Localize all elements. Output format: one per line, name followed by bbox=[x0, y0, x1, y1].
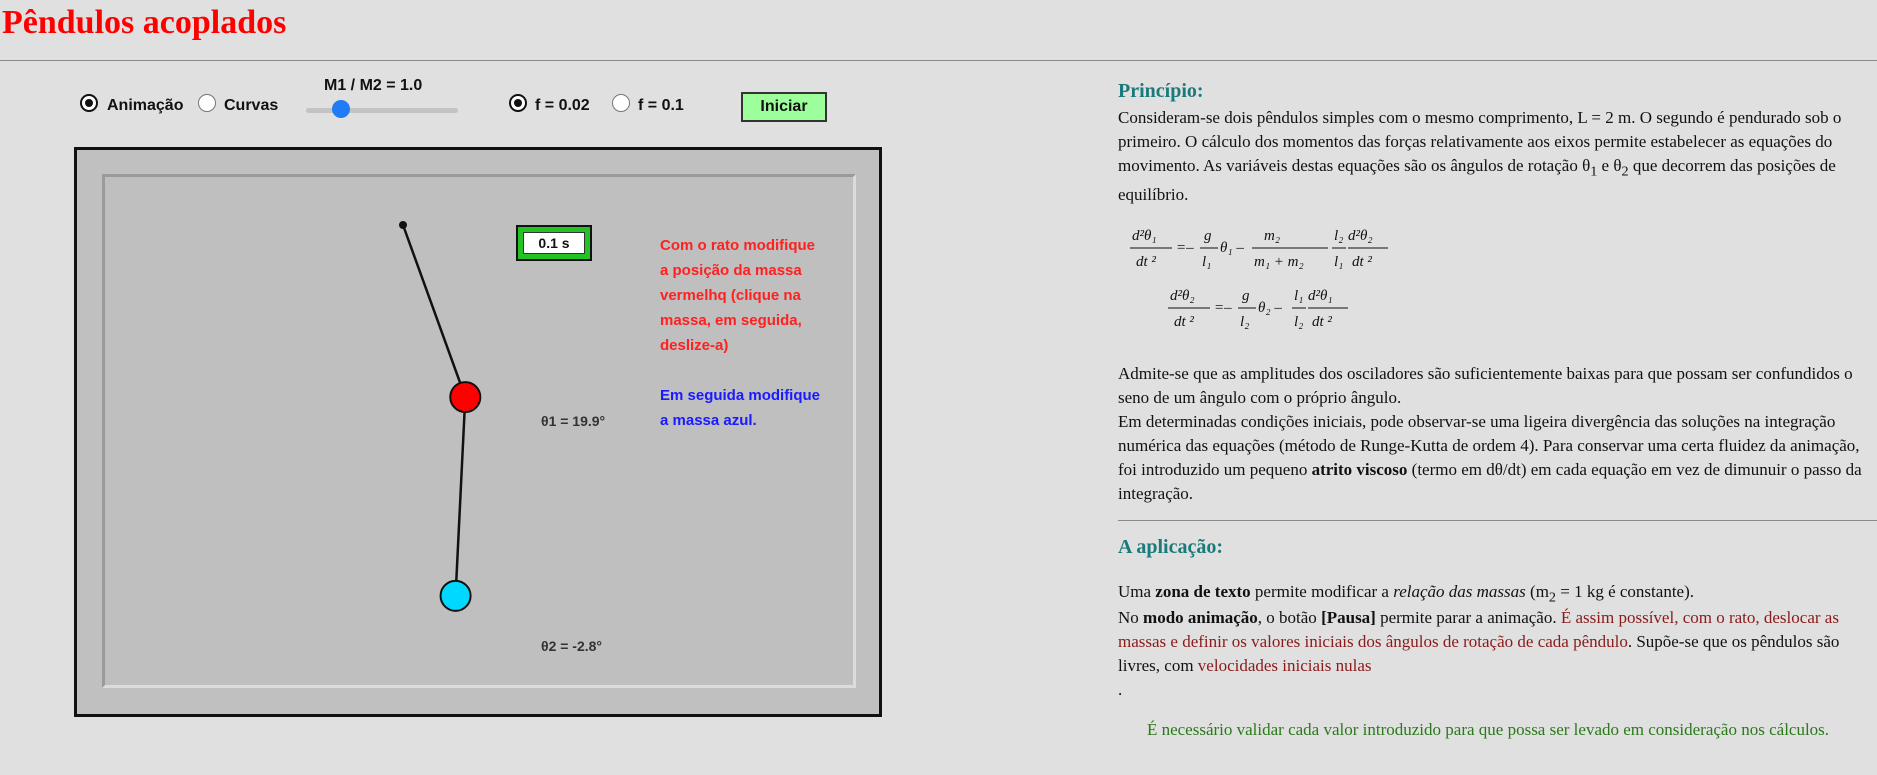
hint-blue-line: Em seguida modifique bbox=[660, 387, 821, 404]
svg-text:l₂: l₂ bbox=[1240, 314, 1250, 330]
hint-blue-line: a massa azul. bbox=[660, 412, 757, 429]
pendulum-rod-1 bbox=[403, 225, 465, 397]
svg-text:d²θ₂: d²θ₂ bbox=[1348, 228, 1373, 244]
pivot-point bbox=[399, 221, 407, 229]
svg-text:l₁: l₁ bbox=[1334, 254, 1344, 270]
svg-text:dt ²: dt ² bbox=[1174, 314, 1194, 330]
svg-text:l₁: l₁ bbox=[1294, 288, 1304, 304]
svg-text:l₂: l₂ bbox=[1294, 314, 1304, 330]
svg-text:l₂: l₂ bbox=[1334, 228, 1344, 244]
hint-blue-text bbox=[660, 383, 820, 433]
svg-text:θ₁ –: θ₁ – bbox=[1220, 240, 1244, 256]
svg-text:m₂: m₂ bbox=[1264, 228, 1281, 244]
svg-text:d²θ₁: d²θ₁ bbox=[1132, 228, 1157, 244]
svg-text:d²θ₁: d²θ₁ bbox=[1308, 288, 1333, 304]
theta1-readout: θ1 = 19.9° bbox=[541, 413, 606, 429]
svg-text:l₁: l₁ bbox=[1202, 254, 1212, 270]
svg-text:=–: =– bbox=[1214, 300, 1232, 316]
start-button[interactable]: Iniciar bbox=[741, 92, 827, 122]
svg-text:dt ²: dt ² bbox=[1352, 254, 1372, 270]
mass-ratio-label: M1 / M2 = 1.0 bbox=[324, 77, 423, 94]
time-display bbox=[516, 225, 592, 261]
hint-red-line: a posição da massa bbox=[660, 262, 802, 279]
svg-text:g: g bbox=[1242, 288, 1250, 304]
friction-paragraph: Em determinadas condições iniciais, pode observar-se uma ligeira divergência das soluções na integração numérica das equações (método de Runge-Kutta de ordem 4). Para conservar uma certa fluidez da animação, foi introduzido um pequeno atrito viscoso (termo em dθ/dt) em cada equação em vez de dimunuir o passo da integração. bbox=[1118, 412, 1862, 503]
mode-animation-label: Animação bbox=[107, 97, 184, 114]
pendulum-rod-2 bbox=[456, 397, 466, 596]
mode-curves-label: Curvas bbox=[224, 97, 279, 114]
hint-red-line: massa, em seguida, bbox=[660, 312, 802, 329]
application-heading: A aplicação: bbox=[1118, 536, 1223, 558]
svg-text:d²θ₂: d²θ₂ bbox=[1170, 288, 1195, 304]
equations-image bbox=[1126, 218, 1446, 343]
application-paragraph-2: No modo animação, o botão [Pausa] permite parar a animação. É assim possível, com o rato, deslocar as massas e definir os valores iniciais dos ângulos de rotação de cada pêndulo. Supõe-se que os pêndulos são livres, com velocidades iniciais nulas . bbox=[1118, 608, 1840, 699]
mass-1-red[interactable] bbox=[450, 382, 480, 412]
mass-2-blue[interactable] bbox=[441, 581, 471, 611]
hint-red-text bbox=[660, 233, 815, 358]
hint-red-line: deslize-a) bbox=[660, 337, 729, 354]
approximation-paragraph: Admite-se que as amplitudes dos osciladores são suficientemente baixas para que possam ser confundidos o seno de um ângulo com o próprio ângulo. bbox=[1118, 364, 1853, 407]
svg-text:dt ²: dt ² bbox=[1312, 314, 1332, 330]
principle-paragraph: Consideram-se dois pêndulos simples com o mesmo comprimento, L = 2 m. O segundo é pendurado sob o primeiro. O cálculo dos momentos das forças relativamente aos eixos permite estabelecer as equações do movimento. As variáveis destas equações são os ângulos de rotação $\theta_1$ e $\theta_2$ que decorrem das posições de equilíbrio. bbox=[1118, 108, 1842, 205]
principle-heading: Princípio: bbox=[1118, 80, 1204, 102]
hint-red-line: vermelhq (clique na bbox=[660, 287, 801, 304]
time-value: 0.1 s bbox=[523, 232, 585, 254]
hint-red-line: Com o rato modifique bbox=[660, 237, 815, 254]
svg-text:g: g bbox=[1204, 228, 1212, 244]
svg-text:θ₂ –: θ₂ – bbox=[1258, 300, 1282, 316]
svg-text:dt ²: dt ² bbox=[1136, 254, 1156, 270]
friction-01-label: f = 0.1 bbox=[638, 97, 684, 114]
page-title: Pêndulos acoplados bbox=[2, 4, 287, 41]
validation-note: É necessário validar cada valor introduzido para que possa ser levado em consideração nos cálculos. bbox=[1146, 720, 1830, 739]
application-paragraph-1: Uma zona de texto permite modificar a relação das massas ($m_2 = 1$ kg é constante). bbox=[1118, 582, 1694, 606]
svg-text:=–: =– bbox=[1176, 240, 1194, 256]
theta2-readout: θ2 = -2.8° bbox=[541, 638, 603, 654]
svg-text:m₁ + m₂: m₁ + m₂ bbox=[1254, 254, 1304, 270]
section-divider bbox=[1118, 520, 1877, 521]
friction-002-label: f = 0.02 bbox=[535, 97, 590, 114]
